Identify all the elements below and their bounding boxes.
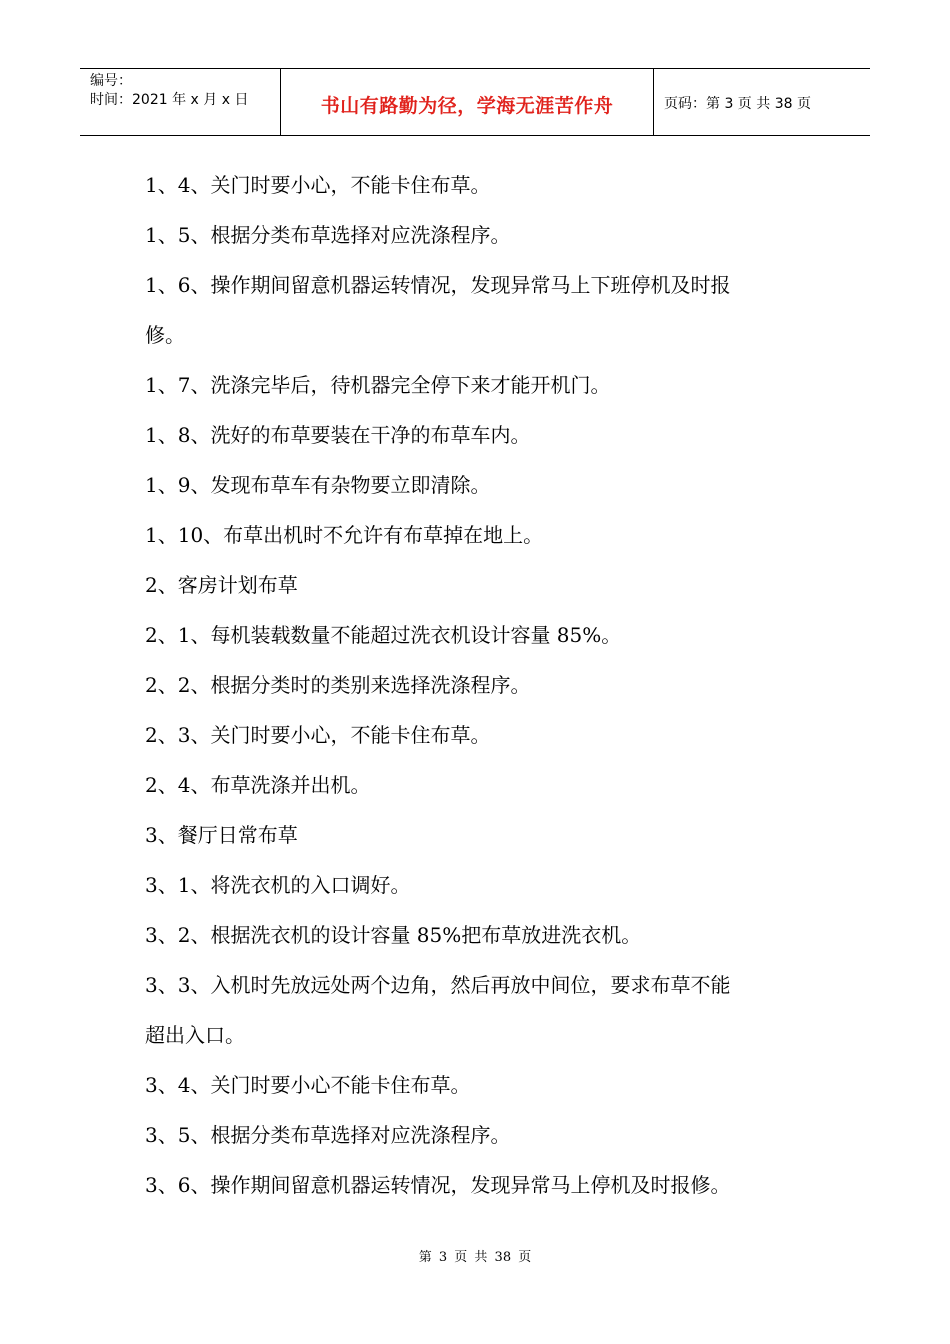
body-line: 2、1、每机装载数量不能超过洗衣机设计容量 85%。 xyxy=(145,623,622,647)
body-line: 2、4、布草洗涤并出机。 xyxy=(145,773,371,797)
body-line: 1、4、关门时要小心，不能卡住布草。 xyxy=(145,173,491,197)
body-line: 2、2、根据分类时的类别来选择洗涤程序。 xyxy=(145,673,531,697)
body-line: 3、5、根据分类布草选择对应洗涤程序。 xyxy=(145,1123,511,1147)
body-line: 3、2、根据洗衣机的设计容量 85%把布草放进洗衣机。 xyxy=(145,923,642,947)
body-line: 3、4、关门时要小心不能卡住布草。 xyxy=(145,1073,471,1097)
body-line: 1、8、洗好的布草要装在干净的布草车内。 xyxy=(145,423,531,447)
document-body xyxy=(145,160,825,1210)
body-line: 1、7、洗涤完毕后，待机器完全停下来才能开机门。 xyxy=(145,373,611,397)
body-line: 1、9、发现布草车有杂物要立即清除。 xyxy=(145,473,491,497)
body-line: 修。 xyxy=(145,323,185,347)
body-line: 1、5、根据分类布草选择对应洗涤程序。 xyxy=(145,223,511,247)
header-motto-cell xyxy=(281,69,654,135)
body-line: 超出入口。 xyxy=(145,1023,245,1047)
body-line: 3、1、将洗衣机的入口调好。 xyxy=(145,873,411,897)
body-line: 1、6、操作期间留意机器运转情况，发现异常马上下班停机及时报 xyxy=(145,273,731,297)
document-header xyxy=(80,68,870,136)
document-date-label: 时间：2021 年 x 月 x 日 xyxy=(90,92,249,108)
body-line: 2、3、关门时要小心，不能卡住布草。 xyxy=(145,723,491,747)
body-line: 3、6、操作期间留意机器运转情况，发现异常马上停机及时报修。 xyxy=(145,1173,731,1197)
document-number-label: 编号： xyxy=(90,73,132,89)
header-page-cell xyxy=(654,69,870,135)
header-meta-cell xyxy=(80,69,281,135)
section-heading: 2、客房计划布草 xyxy=(145,573,298,597)
section-heading: 3、餐厅日常布草 xyxy=(145,823,298,847)
page-footer: 第 3 页 共 38 页 xyxy=(418,1250,532,1265)
header-motto: 书山有路勤为径，学海无涯苦作舟 xyxy=(320,94,614,117)
body-line: 3、3、入机时先放远处两个边角，然后再放中间位，要求布草不能 xyxy=(145,973,731,997)
body-line: 1、10、布草出机时不允许有布草掉在地上。 xyxy=(145,523,544,547)
header-page-info: 页码：第 3 页 共 38 页 xyxy=(664,96,811,112)
